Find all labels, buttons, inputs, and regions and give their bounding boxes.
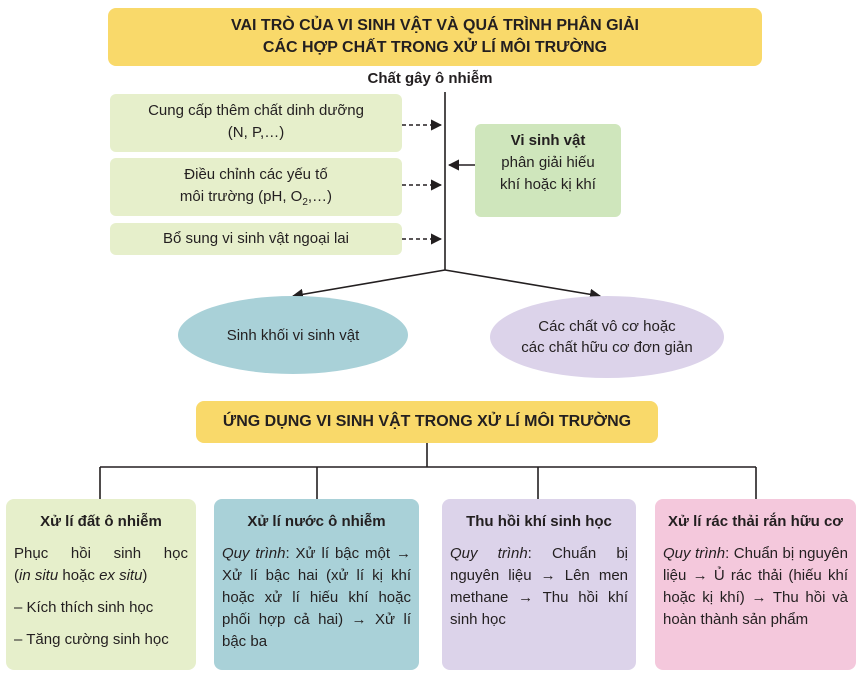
water-treatment-card <box>214 499 419 670</box>
biogas-process-text: : Chuẩn bị nguyên liệu → Lên men methane → Thu hồi khí sinh học <box>450 545 628 628</box>
biogas-process-label: Quy trình <box>450 545 528 562</box>
waste-process-text: : Chuẩn bị nguyên liệu → Ủ rác thải (hiếu khí hoặc kị khí) → Thu hồi và hoàn thành sản phẩm <box>663 545 848 628</box>
compounds-line1: Các chất vô cơ hoặc <box>538 318 676 335</box>
environment-line2-b: ,…) <box>307 188 333 205</box>
environment-line2-a: môi trường (pH, O <box>179 188 303 205</box>
main-title-line1: VAI TRÒ CỦA VI SINH VẬT VÀ QUÁ TRÌNH PHÂN GIẢI <box>230 17 639 34</box>
application-title: ỨNG DỤNG VI SINH VẬT TRONG XỬ LÍ MÔI TRƯỜNG <box>222 413 632 430</box>
application-title-banner <box>196 401 658 443</box>
pollutant-label: Chất gây ô nhiễm <box>367 70 493 87</box>
soil-line1: Phục hồi sinh học <box>14 545 188 562</box>
compounds-line2: các chất hữu cơ đơn giản <box>521 339 693 356</box>
supplement-text: Bổ sung vi sinh vật ngoại lai <box>163 230 349 247</box>
organic-waste-card <box>655 499 856 670</box>
soil-item2: – Tăng cường sinh học <box>14 631 169 648</box>
biogas-card-title: Thu hồi khí sinh học <box>466 513 612 530</box>
soil-card-title: Xử lí đất ô nhiễm <box>40 513 162 530</box>
ex-situ-text: ex situ <box>99 567 143 584</box>
water-process-label: Quy trình <box>222 545 286 562</box>
water-process <box>222 543 411 653</box>
nutrient-line2: (N, P,…) <box>227 124 285 141</box>
waste-process-label: Quy trình <box>663 545 726 562</box>
biomass-arrow <box>293 270 445 296</box>
nutrient-line1: Cung cấp thêm chất dinh dưỡng <box>148 102 364 119</box>
biomass-ellipse <box>178 296 408 374</box>
microbe-line1: phân giải hiếu <box>501 154 595 171</box>
environment-box <box>110 158 402 216</box>
waste-process <box>663 543 848 631</box>
nutrient-box <box>110 94 402 152</box>
environment-line1: Điều chỉnh các yếu tố <box>184 166 328 183</box>
environment-line2 <box>110 186 402 214</box>
in-situ-text: in situ <box>19 567 59 584</box>
oxygen-subscript: 2 <box>302 197 308 208</box>
microbe-line2: khí hoặc kị khí <box>500 176 596 193</box>
water-process-text: : Xử lí bậc một → Xử lí bậc hai (xử lí kị khí hoặc xử lí hiếu khí hoặc phối hợp cả hai) → Xử lí bậc ba <box>222 545 411 650</box>
soil-item1: – Kích thích sinh học <box>14 599 154 616</box>
water-card-title: Xử lí nước ô nhiễm <box>247 513 386 530</box>
biomass-text: Sinh khối vi sinh vật <box>226 326 360 344</box>
soil-treatment-card <box>6 499 196 670</box>
microbe-box <box>475 124 621 217</box>
main-title-banner <box>108 8 762 66</box>
compounds-ellipse <box>490 296 724 378</box>
main-title-line2: CÁC HỢP CHẤT TRONG XỬ LÍ MÔI TRƯỜNG <box>262 39 608 56</box>
microbe-heading: Vi sinh vật <box>510 132 586 149</box>
compounds-arrow <box>445 270 600 296</box>
soil-line2: (in situ hoặc ex situ) <box>14 567 148 584</box>
biogas-card <box>442 499 636 670</box>
biogas-process <box>450 543 628 631</box>
supplement-box <box>110 223 402 255</box>
waste-card-title: Xử lí rác thải rắn hữu cơ <box>668 513 843 530</box>
